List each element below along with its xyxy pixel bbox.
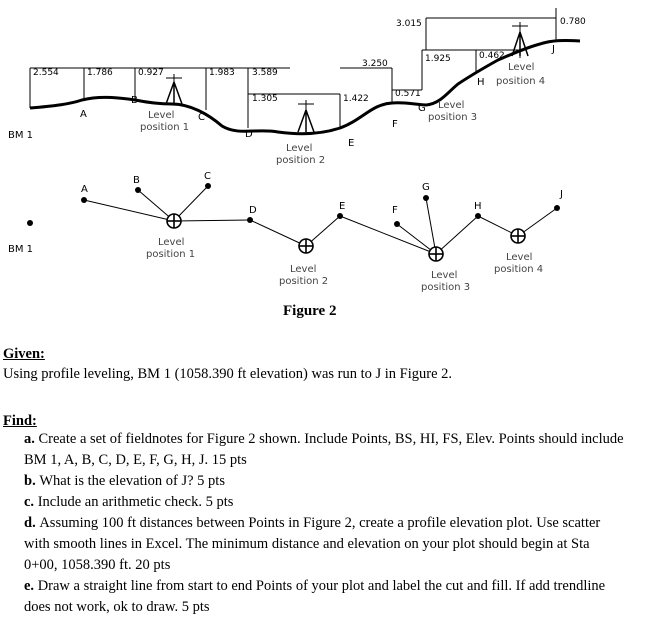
- level-instrument-1: [166, 74, 182, 104]
- reading-d-fs: 1.305: [252, 94, 278, 104]
- reading-a-fs: 1.786: [87, 68, 113, 78]
- find-item-b: [24, 471, 624, 492]
- find-item-d-text: Assuming 100 ft distances between Points in Figure 2, create a profile elevation plot. Use scatter with smooth lines in Excel. The minimum distance and elevation on your plot should begin at Sta 0+00, 1058.390 ft. 20 pts: [24, 515, 601, 573]
- plan-level-3-label: Level: [431, 270, 458, 281]
- point-c-profile: C: [198, 112, 205, 123]
- point-f-profile: F: [392, 119, 398, 130]
- point-e-profile: E: [348, 138, 355, 149]
- point-c-plan: C: [204, 171, 211, 182]
- reading-c-fs: 1.983: [209, 68, 235, 78]
- reading-e-bs: 3.250: [362, 59, 388, 69]
- reading-e-fs: 1.422: [343, 94, 369, 104]
- plan-level-1-label: Level: [158, 237, 185, 248]
- point-g-plan: G: [422, 182, 430, 193]
- point-e-plan: E: [339, 201, 346, 212]
- find-item-a: [24, 429, 624, 471]
- find-item-c-text: Include an arithmetic check. 5 pts: [37, 494, 234, 510]
- level-1-label: Level: [148, 110, 175, 121]
- find-heading: Find:: [3, 413, 37, 429]
- reading-g-fs: 3.015: [396, 19, 422, 29]
- plan-level-2-position: position 2: [279, 276, 329, 287]
- level-2-label: Level: [286, 143, 313, 154]
- find-item-e-letter: e.: [24, 578, 38, 594]
- level-4-position: position 4: [496, 76, 546, 87]
- plan-level-3-position: position 3: [421, 282, 471, 293]
- point-d-plan: D: [249, 205, 257, 216]
- reading-c-bs: 3.589: [252, 68, 278, 78]
- plan-level-4-label: Level: [506, 252, 533, 263]
- reading-bm1-bs: 2.554: [33, 68, 59, 78]
- find-item-d-letter: d.: [24, 515, 40, 531]
- level-2-position: position 2: [276, 155, 326, 166]
- point-j-plan: J: [560, 189, 563, 200]
- find-item-e-text: Draw a straight line from start to end Points of your plot and label the cut and fill. If add trendline does not work, ok to draw. 5 pts: [24, 578, 606, 615]
- level-3-position: position 3: [428, 112, 478, 123]
- find-item-b-text: What is the elevation of J? 5 pts: [39, 473, 225, 489]
- plan-level-4-position: position 4: [494, 264, 544, 275]
- given-text: Using profile leveling, BM 1 (1058.390 ft elevation) was run to J in Figure 2.: [3, 366, 453, 382]
- given-heading: Given:: [3, 346, 45, 362]
- point-d-profile: D: [245, 129, 253, 140]
- point-j-profile: J: [552, 44, 555, 55]
- point-g-profile: G: [418, 103, 426, 114]
- point-h-profile: H: [477, 77, 485, 88]
- reading-j-fs: 0.780: [560, 17, 586, 27]
- plan-level-1-position: position 1: [146, 249, 196, 260]
- point-a-profile: A: [80, 109, 87, 120]
- plan-level-2-label: Level: [290, 264, 317, 275]
- level-4-label: Level: [508, 62, 535, 73]
- reading-b-fs: 0.927: [138, 68, 164, 78]
- plan-view: [84, 186, 557, 254]
- point-b-plan: B: [133, 175, 140, 186]
- bm1-profile: [8, 68, 84, 141]
- point-a-plan: A: [81, 184, 88, 195]
- find-list: [24, 429, 624, 618]
- find-item-d: [24, 513, 624, 576]
- reading-f-fs: 0.571: [395, 89, 421, 99]
- point-b-profile: B: [131, 95, 138, 106]
- point-f-plan: F: [392, 205, 398, 216]
- find-item-c: [24, 492, 624, 513]
- find-item-c-letter: c.: [24, 494, 38, 510]
- find-item-e: [24, 576, 624, 618]
- level-3-label: Level: [438, 100, 465, 111]
- find-item-a-letter: a.: [24, 431, 39, 447]
- plan-level-symbols: [167, 214, 525, 261]
- reading-h-fs: 0.462: [479, 51, 505, 61]
- level-1-position: position 1: [140, 122, 190, 133]
- bm1-plan-label: BM 1: [8, 244, 34, 255]
- reading-f-bs: 1.925: [425, 54, 451, 64]
- figure-caption: Figure 2: [283, 303, 337, 319]
- level-instrument-2: [298, 100, 314, 132]
- find-item-b-letter: b.: [24, 473, 40, 489]
- find-item-a-text: Create a set of fieldnotes for Figure 2 shown. Include Points, BS, HI, FS, Elev. Points should include BM 1, A, B, C, D, E, F, G, H, J. 15 pts: [24, 431, 624, 468]
- point-h-plan: H: [474, 201, 482, 212]
- bm1-label: BM 1: [8, 130, 34, 141]
